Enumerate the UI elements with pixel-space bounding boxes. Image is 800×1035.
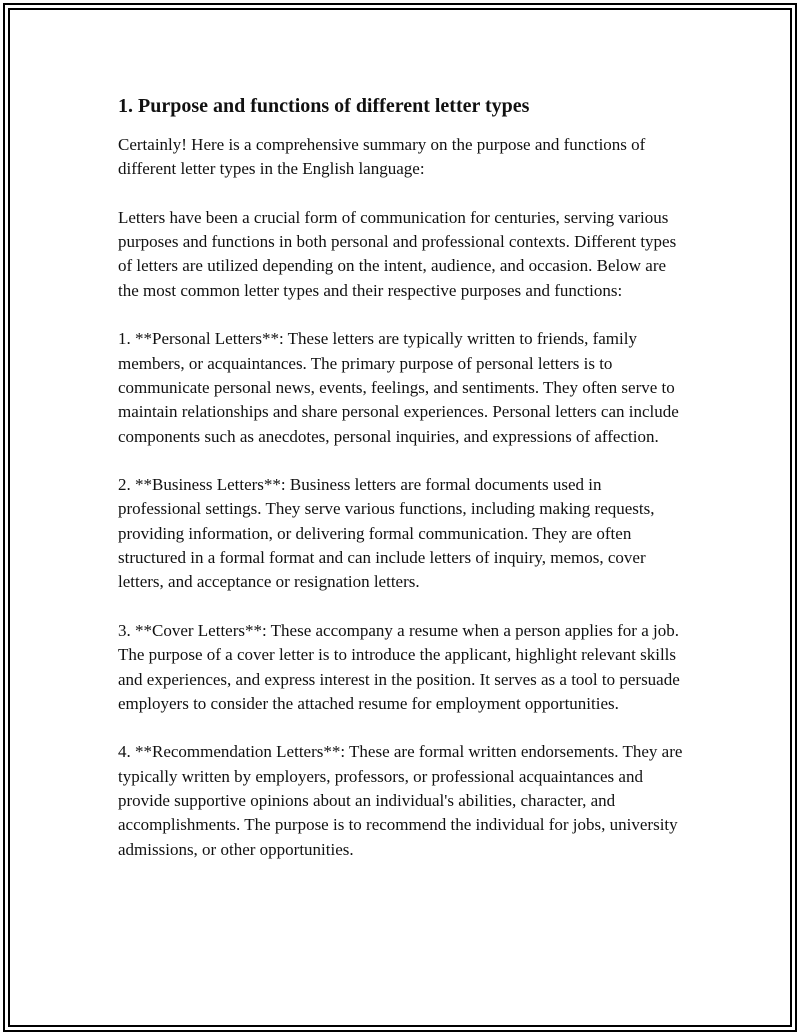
overview-paragraph: Letters have been a crucial form of communication for centuries, serving various purposes and functions in both personal and professional contexts. Different types of letters are utilized depending on the intent, audience, and occasion. Below are the most common letter types and their respective purposes and functions:: [118, 207, 677, 300]
personal-letters-paragraph: 1. **Personal Letters**: These letters are typically written to friends, family members, or acquaintances. The primary purpose of personal letters is to communicate personal news, events, feelings, and sentiments. They often serve to maintain relationships and share personal experiences. Personal letters can include components such as anecdotes, personal inquiries, and expressions of affection.: [118, 329, 679, 446]
document-title: 1. Purpose and functions of different letter types: [118, 95, 530, 117]
intro-paragraph: Certainly! Here is a comprehensive summary on the purpose and functions of different letter types in the English language:: [118, 135, 646, 179]
document-body: [118, 93, 684, 862]
business-letters-paragraph: 2. **Business Letters**: Business letters are formal documents used in professional settings. They serve various functions, including making requests, providing information, or delivering formal communication. They are often structured in a formal format and can include letters of inquiry, memos, cover letters, and acceptance or resignation letters.: [118, 475, 655, 592]
cover-letters-paragraph: 3. **Cover Letters**: These accompany a resume when a person applies for a job. The purpose of a cover letter is to introduce the applicant, highlight relevant skills and experiences, and express interest in the position. It serves as a tool to persuade employers to consider the attached resume for employment opportunities.: [118, 620, 680, 713]
recommendation-letters-paragraph: 4. **Recommendation Letters**: These are formal written endorsements. They are typically written by employers, professors, or professional acquaintances and provide supportive opinions about an individual's abilities, character, and accomplishments. The purpose is to recommend the individual for jobs, university admissions, or other opportunities.: [118, 742, 683, 859]
